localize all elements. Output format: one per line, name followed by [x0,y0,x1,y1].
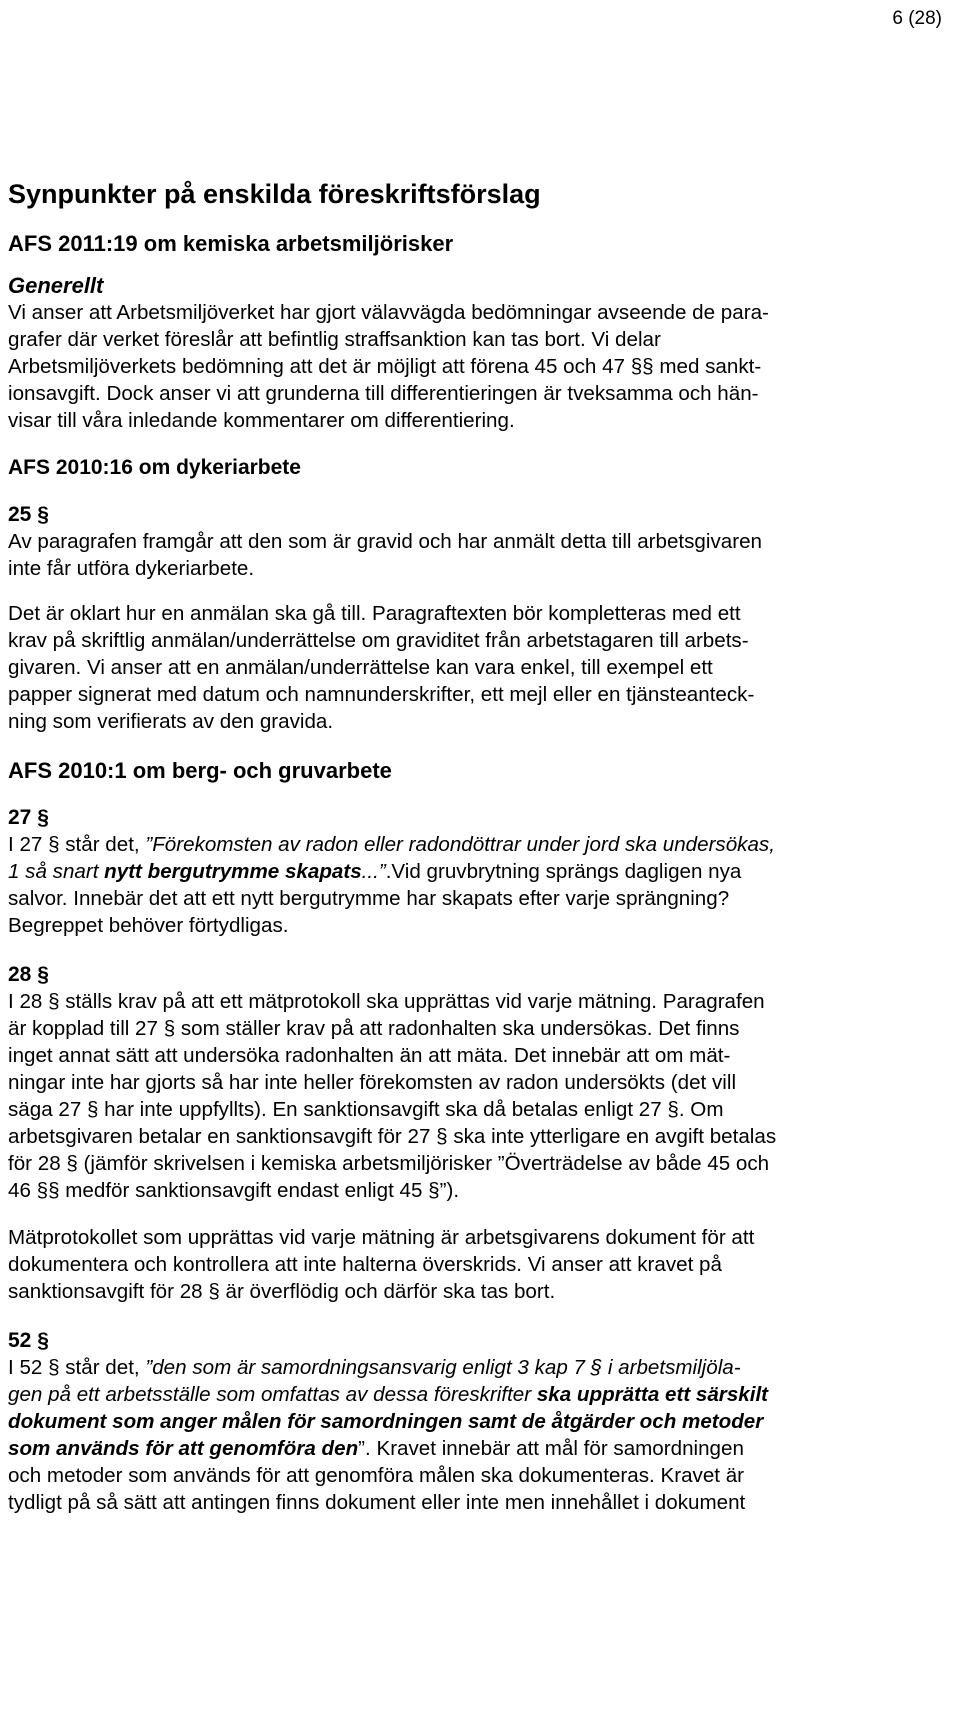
text-line: papper signerat med datum och namnunderskrifter, ett mejl eller en tjänsteanteck- [8,683,755,706]
text-line [8,858,958,885]
text-line: Det är oklart hur en anmälan ska gå till. Paragraftexten bör kompletteras med ett [8,602,741,625]
paragraph-27-text [8,831,958,939]
text-line [8,831,958,858]
quote-text: ...” [361,860,386,883]
text-run: ”. Kravet innebär att mål för samordningen [358,1437,744,1460]
emphasis-text: som används för att genomföra den [8,1437,359,1460]
paragraph-generellt [8,299,958,434]
section-heading-afs-2010-16: AFS 2010:16 om dykeriarbete [8,456,301,479]
paragraph-ref-28: 28 § [8,963,49,986]
paragraph-25-text [8,528,958,582]
text-line: Av paragrafen framgår att den som är gravid och har anmält detta till arbetsgivaren [8,530,762,553]
text-line [8,1354,958,1381]
text-line: krav på skriftlig anmälan/underrättelse om graviditet från arbetstagaren till arbets- [8,629,749,652]
text-line [8,1435,958,1462]
document-body [8,178,958,1516]
text-line: ning som verifierats av den gravida. [8,710,334,733]
text-line [8,1408,958,1435]
emphasis-text: ska upprätta ett särskilt [536,1383,769,1406]
text-line: grafer där verket föreslår att befintlig straffsanktion kan tas bort. Vi delar [8,328,661,351]
emphasis-text: dokument som anger målen för samordningen samt de åtgärder och metoder [8,1410,764,1433]
text-line: Mätprotokollet som upprättas vid varje mätning är arbetsgivarens dokument för att [8,1226,755,1249]
text-line: Begreppet behöver förtydligas. [8,914,289,937]
text-line: för 28 § (jämför skrivelsen i kemiska arbetsmiljörisker ”Överträdelse av både 45 och [8,1152,770,1175]
text-run: I 52 § står det, [8,1356,146,1379]
text-line: inte får utföra dykeriarbete. [8,557,255,580]
section-heading-afs-2010-1: AFS 2010:1 om berg- och gruvarbete [8,758,392,783]
quote-text: ”Förekomsten av radon eller radondöttrar under jord ska undersökas, [145,833,775,856]
text-line: säga 27 § har inte uppfyllts). En sanktionsavgift ska då betalas enligt 27 §. Om [8,1098,724,1121]
quote-text: ”den som är samordningsansvarig enligt 3 kap 7 § i arbetsmiljöla- [145,1356,741,1379]
text-line: sanktionsavgift för 28 § är överflödig och därför ska tas bort. [8,1280,556,1303]
text-line: arbetsgivaren betalar en sanktionsavgift för 27 § ska inte ytterligare en avgift betalas [8,1125,777,1148]
paragraph-ref-25: 25 § [8,503,49,526]
page-number: 6 (28) [892,8,942,29]
text-run: .Vid gruvbrytning sprängs dagligen nya [385,860,742,883]
quote-text: 1 så snart [8,860,105,883]
text-line: dokumentera och kontrollera att inte halterna överskrids. Vi anser att kravet på [8,1253,722,1276]
text-line: salvor. Innebär det att ett nytt bergutrymme har skapats efter varje sprängning? [8,887,730,910]
text-line: tydligt på så sätt att antingen finns dokument eller inte men innehållet i dokument [8,1491,746,1514]
text-line: 46 §§ medför sanktionsavgift endast enligt 45 §”). [8,1179,460,1202]
text-line: är kopplad till 27 § som ställer krav på att radonhalten ska undersökas. Det finns [8,1017,740,1040]
text-line: ionsavgift. Dock anser vi att grunderna till differentieringen är tveksamma och hän- [8,382,759,405]
paragraph-28-comment [8,1224,958,1305]
text-line: inget annat sätt att undersöka radonhalten än att mäta. Det innebär att om mät- [8,1044,731,1067]
paragraph-ref-52: 52 § [8,1329,49,1352]
text-line: I 28 § ställs krav på att ett mätprotokoll ska upprättas vid varje mätning. Paragrafen [8,990,765,1013]
section-heading-afs-2011-19: AFS 2011:19 om kemiska arbetsmiljörisker [8,231,454,256]
text-line: Vi anser att Arbetsmiljöverket har gjort välavvägda bedömningar avseende de para- [8,301,769,324]
page-title: Synpunkter på enskilda föreskriftsförslag [8,179,541,209]
paragraph-ref-27: 27 § [8,806,49,829]
text-line: och metoder som används för att genomföra målen ska dokumenteras. Kravet är [8,1464,745,1487]
paragraph-25-comment [8,600,958,735]
subheading-generellt: Generellt [8,273,104,298]
paragraph-52-text [8,1354,958,1516]
paragraph-28-text [8,988,958,1204]
text-line: visar till våra inledande kommentarer om differentiering. [8,409,515,432]
text-line: givaren. Vi anser att en anmälan/underrättelse kan vara enkel, till exempel ett [8,656,713,679]
emphasis-text: nytt bergutrymme skapats [104,860,362,883]
quote-text: gen på ett arbetsställe som omfattas av dessa föreskrifter [8,1383,537,1406]
text-run: I 27 § står det, [8,833,146,856]
text-line [8,1381,958,1408]
text-line: Arbetsmiljöverkets bedömning att det är möjligt att förena 45 och 47 §§ med sankt- [8,355,762,378]
text-line: ningar inte har gjorts så har inte heller förekomsten av radon undersökts (det vill [8,1071,737,1094]
